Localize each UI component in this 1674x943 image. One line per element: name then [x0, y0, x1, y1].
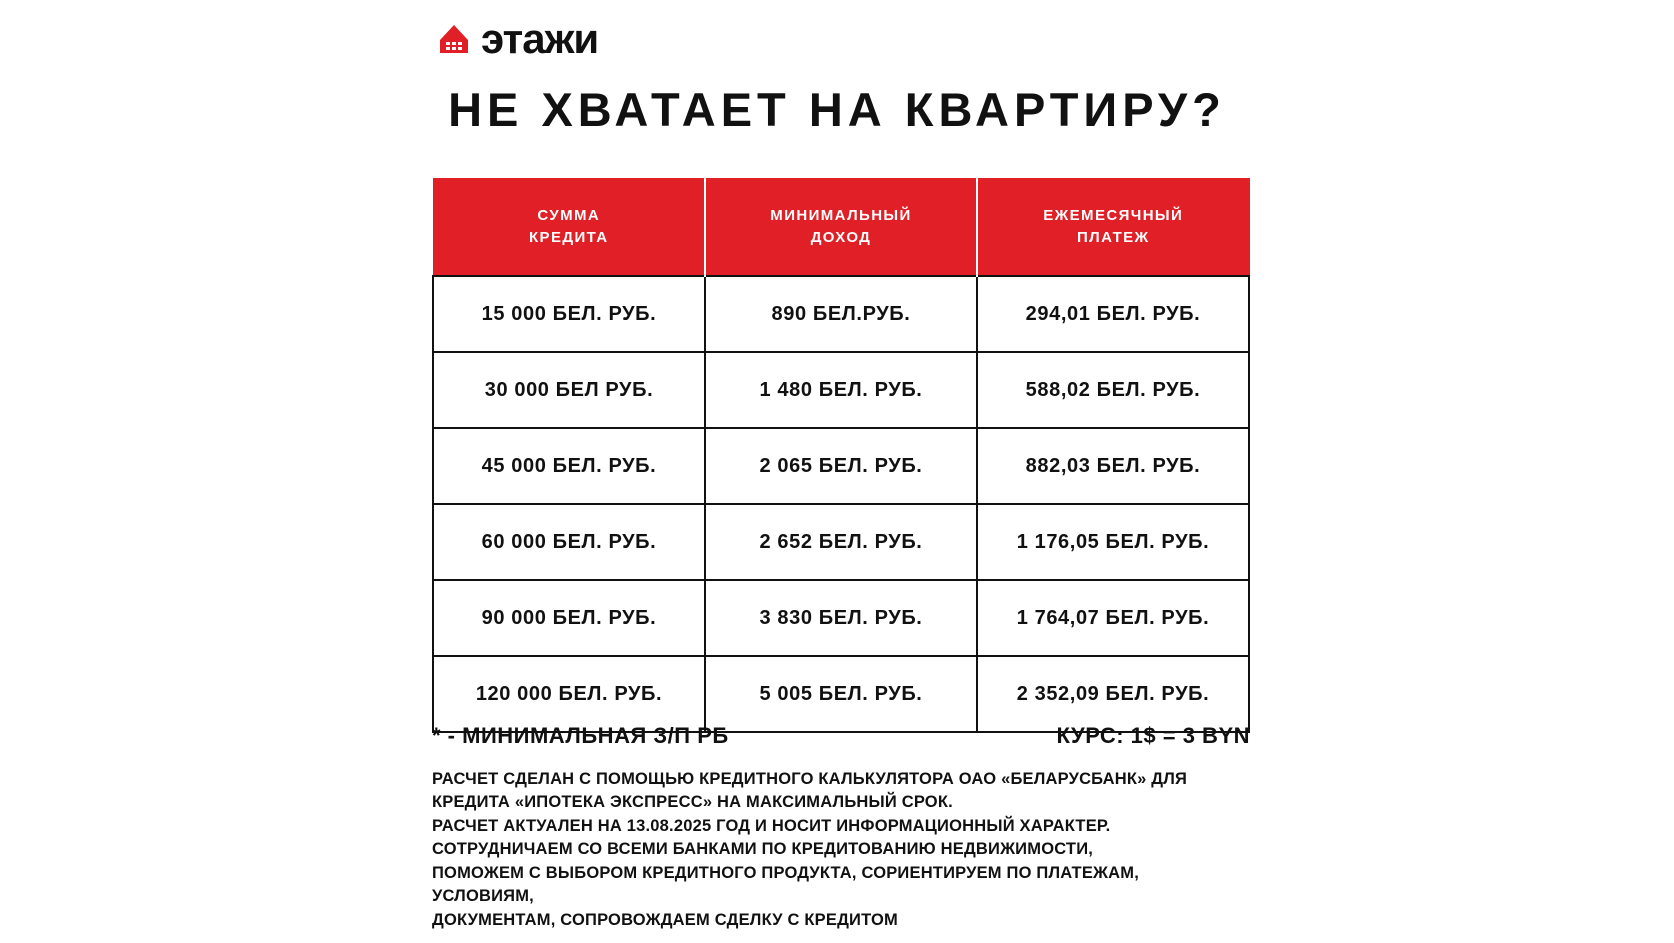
cell-loan-amount: 120 000 БЕЛ. РУБ.: [433, 656, 705, 732]
table-header-row: [433, 179, 1249, 277]
cell-min-income: 5 005 БЕЛ. РУБ.: [705, 656, 977, 732]
disclaimer-line-5: ПОМОЖЕМ С ВЫБОРОМ КРЕДИТНОГО ПРОДУКТА, СОРИЕНТИРУЕМ ПО ПЛАТЕЖАМ,: [432, 863, 1139, 882]
cell-monthly-payment: 1 764,07 БЕЛ. РУБ.: [977, 580, 1249, 656]
cell-monthly-payment: 882,03 БЕЛ. РУБ.: [977, 428, 1249, 504]
table-row: [433, 656, 1249, 732]
cell-monthly-payment: 2 352,09 БЕЛ. РУБ.: [977, 656, 1249, 732]
table-row: [433, 428, 1249, 504]
disclaimer-line-3: РАСЧЕТ АКТУАЛЕН НА 13.08.2025 ГОД И НОСИТ ИНФОРМАЦИОННЫЙ ХАРАКТЕР.: [432, 816, 1111, 835]
footnote-exchange-rate: КУРС: 1$ = 3 BYN: [1056, 723, 1250, 748]
page-title: НЕ ХВАТАЕТ НА КВАРТИРУ?: [448, 83, 1226, 136]
cell-monthly-payment: 294,01 БЕЛ. РУБ.: [977, 276, 1249, 352]
cell-loan-amount: 15 000 БЕЛ. РУБ.: [433, 276, 705, 352]
credit-table-wrapper: [432, 178, 1250, 733]
disclaimer-line-4: СОТРУДНИЧАЕМ СО ВСЕМИ БАНКАМИ ПО КРЕДИТОВАНИЮ НЕДВИЖИМОСТИ,: [432, 840, 1094, 859]
table-row: [433, 504, 1249, 580]
footnote-row: [432, 723, 1250, 749]
disclaimer-line-7: ДОКУМЕНТАМ, СОПРОВОЖДАЕМ СДЕЛКУ С КРЕДИТОМ: [432, 910, 898, 929]
cell-min-income: 3 830 БЕЛ. РУБ.: [705, 580, 977, 656]
credit-table: [432, 178, 1250, 733]
cell-loan-amount: 30 000 БЕЛ РУБ.: [433, 352, 705, 428]
table-row: [433, 352, 1249, 428]
cell-min-income: 1 480 БЕЛ. РУБ.: [705, 352, 977, 428]
cell-loan-amount: 60 000 БЕЛ. РУБ.: [433, 504, 705, 580]
disclaimer-line-2: КРЕДИТА «ИПОТЕКА ЭКСПРЕСС» НА МАКСИМАЛЬНЫЙ СРОК.: [432, 793, 953, 812]
disclaimer-line-1: РАСЧЕТ СДЕЛАН С ПОМОЩЬЮ КРЕДИТНОГО КАЛЬКУЛЯТОРА ОАО «БЕЛАРУСБАНК» ДЛЯ: [432, 770, 1188, 788]
cell-loan-amount: 45 000 БЕЛ. РУБ.: [433, 428, 705, 504]
cell-loan-amount: 90 000 БЕЛ. РУБ.: [433, 580, 705, 656]
table-row: [433, 580, 1249, 656]
disclaimer-block: [432, 768, 1262, 932]
building-icon: [437, 22, 471, 56]
disclaimer-line-6: УСЛОВИЯМ,: [432, 887, 534, 906]
cell-min-income: 2 065 БЕЛ. РУБ.: [705, 428, 977, 504]
column-header-loan-amount: СУММА КРЕДИТА: [433, 179, 705, 277]
cell-min-income: 2 652 БЕЛ. РУБ.: [705, 504, 977, 580]
brand-logo: [437, 15, 599, 62]
column-header-min-income: МИНИМАЛЬНЫЙ ДОХОД: [705, 179, 977, 277]
cell-monthly-payment: 588,02 БЕЛ. РУБ.: [977, 352, 1249, 428]
cell-monthly-payment: 1 176,05 БЕЛ. РУБ.: [977, 504, 1249, 580]
table-row: [433, 276, 1249, 352]
footnote-min-salary: * - МИНИМАЛЬНАЯ З/П РБ: [432, 723, 729, 748]
cell-min-income: 890 БЕЛ.РУБ.: [705, 276, 977, 352]
column-header-monthly-payment: ЕЖЕМЕСЯЧНЫЙ ПЛАТЕЖ: [977, 179, 1249, 277]
brand-name: этажи: [481, 15, 599, 62]
